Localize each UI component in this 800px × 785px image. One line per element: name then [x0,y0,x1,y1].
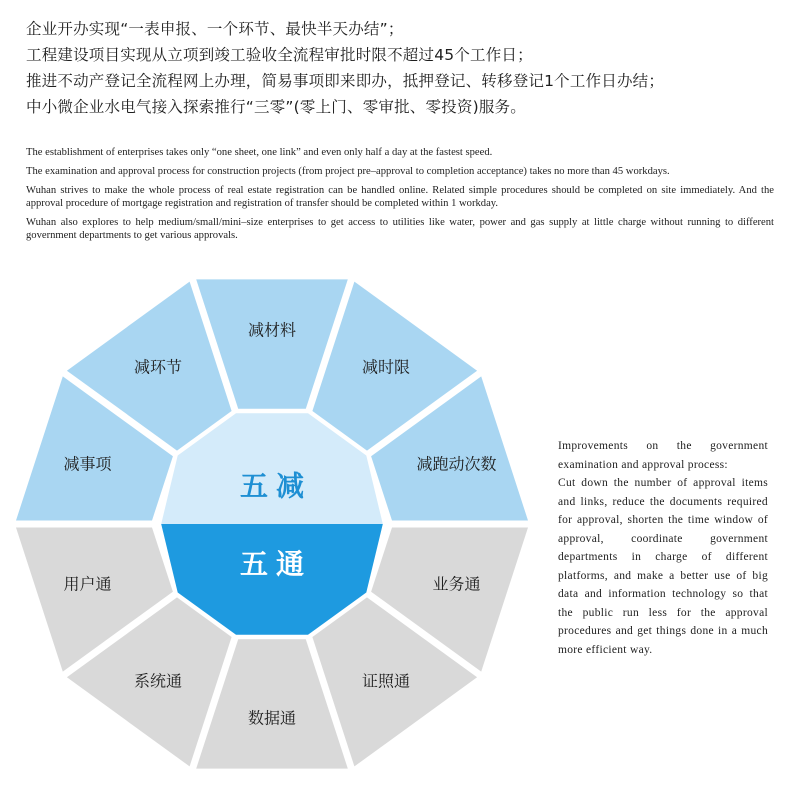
segment-reduce-items-label: 减事项 [63,454,112,474]
intro-english [26,146,774,248]
intro-en-line: The examination and approval process for construction projects (from project pre–approval to completion acceptance) takes no more than 45 workdays. [26,166,670,177]
side-note-body: Cut down the number of approval items and links, reduce the documents required for approval, shorten the time window of approval, coordinate government departments in charge of different platforms, and make a better use of big data and information technology so that the public run less for the approval procedures and get things done in a much more efficient way. [558,477,768,656]
side-note-title: Improvements on the government examination and approval process: [558,440,768,471]
segment-connect-user-label: 用户通 [63,574,112,594]
segment-connect-licence-label: 证照通 [361,671,411,691]
segment-connect-data-label: 数据通 [247,708,297,728]
segment-connect-system-label: 系统通 [133,671,183,691]
segment-reduce-links-label: 减环节 [133,357,183,377]
intro-zh-line: 中小微企业水电气接入探索推行“三零”(零上门、零审批、零投资)服务。 [26,98,526,116]
hub-group [161,413,383,635]
hub-top-label: 五减 [239,469,313,503]
segment-reduce-trips-label: 减跑动次数 [416,454,497,474]
intro-en-line: The establishment of enterprises takes only “one sheet, one link” and even only half a day at the fastest speed. [26,147,493,158]
segment-connect-business-label: 业务通 [432,574,481,594]
intro-zh-line: 工程建设项目实现从立项到竣工验收全流程审批时限不超过45个工作日； [26,46,533,64]
intro-zh-line: 推进不动产登记全流程网上办理，简易事项即来即办，抵押登记、转移登记1个工作日办结； [26,72,665,90]
side-note [558,437,768,659]
intro-zh-line: 企业开办实现“一表申报、一个环节、最快半天办结”； [26,20,404,38]
intro-chinese [26,16,786,120]
segment-reduce-time-limit-label: 减时限 [361,357,411,377]
segment-reduce-materials-label: 减材料 [247,320,297,340]
intro-en-line: Wuhan also explores to help medium/small/mini–size enterprises to get access to utilities like water, power and gas supply at little charge without running to different government departments to get various approvals. [26,217,774,241]
intro-en-line: Wuhan strives to make the whole process of real estate registration can be handled online. Related simple procedures should be completed on site immediately. And the approval procedure of mortgage registration and registration of transfer should be completed within 1 workday. [26,185,774,209]
hub-bottom-label: 五通 [239,547,313,581]
